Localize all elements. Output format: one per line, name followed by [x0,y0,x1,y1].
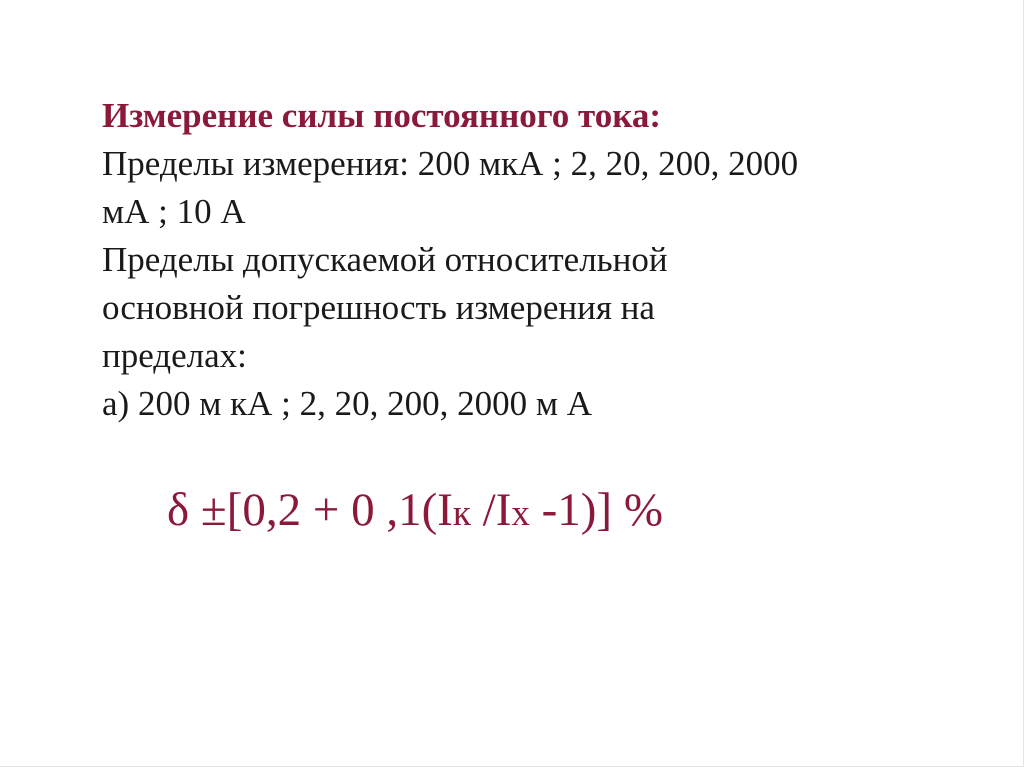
text-block [102,92,922,428]
error-formula [167,482,663,542]
formula-part: -1)] % [529,484,663,536]
slide-title: Измерение силы постоянного тока: [102,96,662,135]
text-line: основной погрешность измерения на [102,288,655,327]
formula-part: /I [470,484,512,536]
formula-part: δ ±[0,2 + 0 ,1(I [167,484,453,536]
text-line: мА ; 10 А [102,192,246,231]
formula-subscript: х [511,493,530,534]
text-line: пределах: [102,336,247,375]
text-line: Пределы измерения: 200 мкА ; 2, 20, 200, 2000 [102,144,799,183]
text-line: Пределы допускаемой относительной [102,240,668,279]
text-line: а) 200 м кА ; 2, 20, 200, 2000 м А [102,384,593,423]
formula-subscript: к [452,493,471,534]
